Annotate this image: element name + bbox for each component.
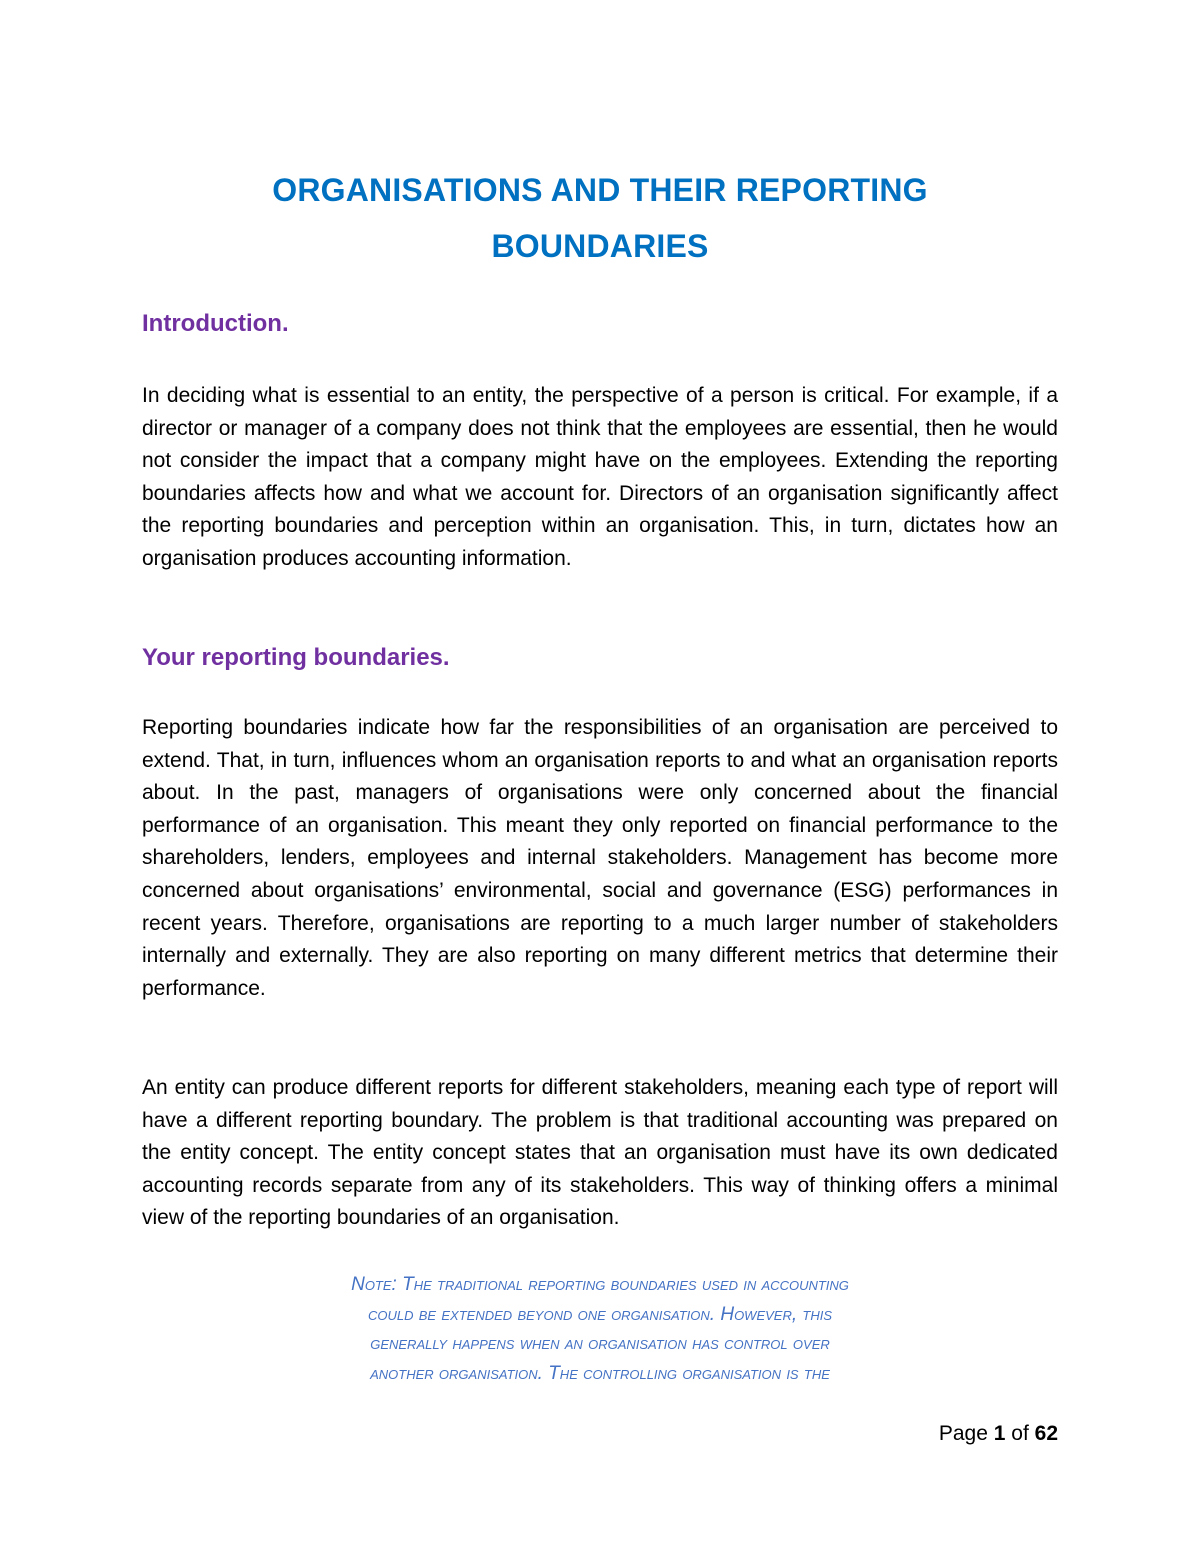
title-line-1: ORGANISATIONS AND THEIR REPORTING xyxy=(272,172,928,208)
paragraph-introduction: In deciding what is essential to an entity, the perspective of a person is critical. For example, if a director or manager of a company does not think that the employees are essential, then he would not consider the impact that a company might have on the employees. Extending the reporting boundaries affects how and what we account for. Directors of an organisation significantly affect the reporting boundaries and perception within an organisation. This, in turn, dictates how an organisation produces accounting information. xyxy=(142,384,1058,570)
note-line-3: generally happens when an organisation has control over xyxy=(370,1333,830,1354)
section-heading-reporting-boundaries: Your reporting boundaries. xyxy=(142,644,450,671)
of-label: of xyxy=(1011,1422,1029,1445)
note-line-2: could be extended beyond one organisation. However, this xyxy=(367,1303,833,1325)
page-number-footer xyxy=(939,1422,1058,1446)
title-line-2: BOUNDARIES xyxy=(491,228,709,264)
page-title xyxy=(140,162,1060,274)
paragraph-reporting-boundaries-2: An entity can produce different reports for different stakeholders, meaning each type of report will have a different reporting boundary. The problem is that traditional accounting was prepared on the entity concept. The entity concept states that an organisation must have its own dedicated accounting records separate from any of its stakeholders. This way of thinking offers a minimal view of the reporting boundaries of an organisation. xyxy=(142,1076,1058,1230)
note-line-4: another organisation. The controlling organisation is the xyxy=(370,1362,830,1384)
note-callout xyxy=(220,1270,980,1388)
current-page-number: 1 xyxy=(993,1422,1006,1445)
total-pages-number: 62 xyxy=(1034,1422,1058,1445)
paragraph-reporting-boundaries-1: Reporting boundaries indicate how far the responsibilities of an organisation are perceived to extend. That, in turn, influences whom an organisation reports to and what an organisation reports about. In the past, managers of organisations were only concerned about the financial performance of an organisation. This meant they only reported on financial performance to the shareholders, lenders, employees and internal stakeholders. Management has become more concerned about organisations’ environmental, social and governance (ESG) performances in recent years. Therefore, organisations are reporting to a much larger number of stakeholders internally and externally. They are also reporting on many different metrics that determine their performance. xyxy=(142,716,1058,1000)
note-line-1: Note: The traditional reporting boundaries used in accounting xyxy=(351,1274,849,1295)
page-label: Page xyxy=(938,1422,988,1445)
section-heading-introduction: Introduction. xyxy=(142,310,289,337)
